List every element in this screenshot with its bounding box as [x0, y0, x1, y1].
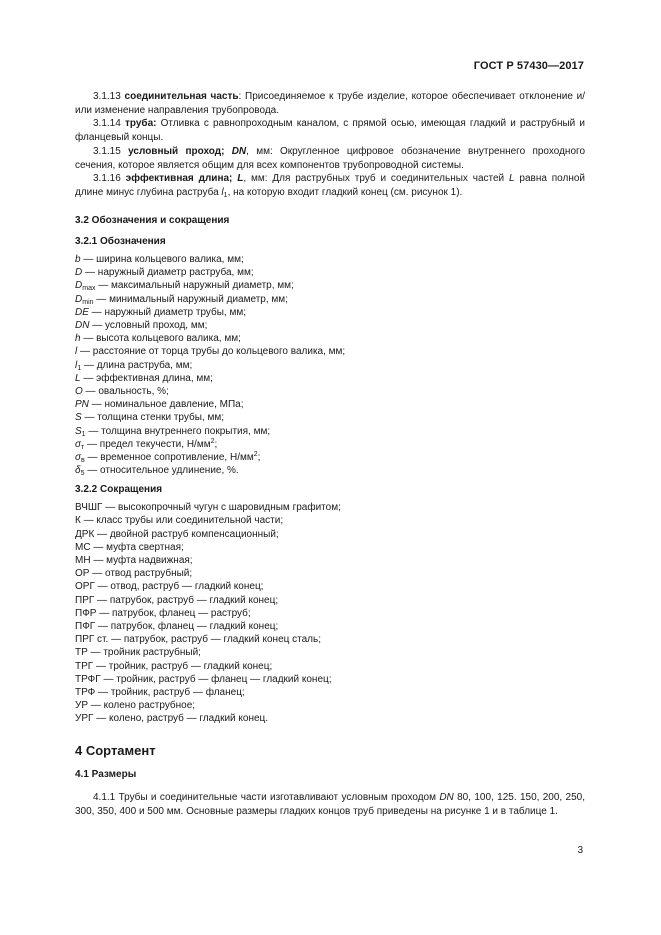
definition-number: 3.1.15 [93, 145, 121, 157]
symbol: σ [75, 438, 82, 450]
definition-text: Для раструбных труб и соединительных частей [272, 173, 509, 185]
symbol-list-item [75, 253, 585, 266]
abbreviation-list-item: УР — колено раструбное; [75, 700, 196, 712]
section-heading-3-2-2: 3.2.2 Сокращения [75, 484, 163, 496]
symbol-list-item [75, 266, 585, 279]
symbol-list-item [75, 332, 585, 345]
symbol-subscript: т [81, 443, 85, 451]
symbol-list-item [75, 319, 585, 332]
symbol: D [75, 267, 83, 279]
abbreviation-list-item: ПРГ ст. — патрубок, раструб — гладкий конец сталь; [75, 634, 322, 646]
symbol-description-tail: ; [214, 438, 218, 450]
symbol-description: — условный проход, мм; [89, 320, 208, 332]
abbreviation-list-item: МН — муфта надвижная; [75, 555, 193, 566]
symbol-subscript: 1 [81, 430, 86, 438]
symbol: DE [75, 306, 89, 318]
definition-separator: : [238, 91, 246, 102]
symbol-description: — предел текучести, Н/мм [84, 438, 211, 450]
symbol: δ [75, 465, 81, 477]
symbol-description: — высота кольцевого валика, мм; [80, 333, 241, 345]
unit-superscript: 2 [253, 451, 258, 459]
definition-term: соединительная часть [124, 91, 239, 102]
abbreviations-list [75, 501, 585, 725]
symbol: S [75, 425, 82, 437]
definition-3-1-13 [75, 90, 585, 117]
definition-text: Округленное цифровое обозначение внутреннего проходного сечения, которое является общим для всех компонентов трубопроводной системы. [75, 145, 586, 171]
symbol-subscript: min [82, 298, 94, 306]
abbreviation-list-item: ВЧШГ — высокопрочный чугун с шаровидным графитом; [75, 502, 341, 514]
abbreviation-list-item: ПФР — патрубок, фланец — раструб; [75, 607, 251, 619]
definition-number: 3.1.13 [93, 91, 121, 102]
symbol-list-item [75, 438, 585, 451]
definition-term-symbol: L [237, 173, 244, 185]
definition-3-1-15 [75, 145, 585, 172]
abbreviation-list-item: ПРГ — патрубок, раструб — гладкий конец; [75, 594, 279, 606]
symbol-L: L [508, 173, 515, 185]
symbol-description: — относительное удлинение, %. [84, 465, 239, 477]
definition-text: Присоединяемое к трубе изделие, которое обеспечивает отклонение и/или изменение направления трубопровода. [75, 91, 586, 116]
section-heading-3-2: 3.2 Обозначения и сокращения [75, 214, 230, 226]
symbol-description: — ширина кольцевого валика, мм; [80, 254, 244, 266]
symbol-list-item [75, 411, 585, 424]
definition-separator: , мм: [243, 173, 273, 185]
symbol: PN [75, 399, 89, 411]
symbol-list-item [75, 464, 585, 477]
symbol-list-item [75, 345, 585, 358]
abbreviation-list-item: ДРК — двойной раструб компенсационный; [75, 528, 279, 540]
page-content [75, 90, 585, 818]
symbol-description: — наружный диаметр раструба, мм; [82, 267, 254, 279]
definition-term: труба: [124, 118, 157, 130]
symbol-description: — расстояние от торца трубы до кольцевого валика, мм; [77, 346, 346, 358]
abbreviation-list-item: ПФГ — патрубок, фланец — гладкий конец; [75, 621, 279, 633]
symbol: l [75, 346, 78, 358]
symbol-description: — наружный диаметр трубы, мм; [88, 306, 247, 318]
symbol-DN: DN [439, 792, 454, 804]
symbol-list-item [75, 451, 585, 464]
symbol-subscript: 5 [80, 470, 85, 478]
definition-term-symbol: DN [231, 145, 247, 157]
symbol: h [75, 333, 81, 345]
unit-superscript: 2 [210, 437, 215, 445]
symbol-subscript: 1 [77, 364, 82, 372]
abbreviation-list-item: К — класс трубы или соединительной части; [75, 515, 284, 527]
symbol-description: — минимальный наружный диаметр, мм; [93, 293, 288, 305]
symbol: O [75, 386, 83, 398]
paragraph-text: 80, 100, 125. 150, 200, 250, 300, 350, 400 и 500 мм. Основные размеры гладких концов труб приведены на рисунке 1 и в таблице 1. [75, 792, 585, 817]
abbreviation-list-item: ОРГ — отвод, раструб — гладкий конец; [75, 581, 264, 593]
section-heading-4-1: 4.1 Размеры [75, 769, 137, 781]
definition-text: Отливка с равнопроходным каналом, с прямой осью, имеющая гладкий и раструбный и фланцевый концы. [75, 118, 586, 144]
definition-text: равна полной длине минус глубина раструба [75, 173, 586, 198]
abbreviation-list-item: УРГ — колено, раструб — гладкий конец. [75, 713, 269, 725]
definition-text: , на которую входит гладкий конец (см. рисунок 1). [227, 186, 463, 198]
abbreviation-list-item: МС — муфта свертная; [75, 541, 184, 553]
definition-number: 3.1.16 [93, 173, 121, 185]
symbol-l: l [221, 186, 224, 198]
symbol: b [75, 254, 81, 266]
symbols-list [75, 253, 585, 477]
definition-term: условный проход; [128, 145, 232, 157]
symbol-list-item [75, 306, 585, 319]
symbol-subscript: 1 [223, 191, 228, 199]
definition-number: 3.1.14 [93, 118, 121, 130]
paragraph-4-1-1 [75, 791, 585, 818]
page-number: 3 [577, 845, 583, 856]
abbreviation-list-item: ТРФГ — тройник, раструб — фланец — гладкий конец; [75, 673, 332, 685]
abbreviation-list-item: ТР — тройник раструбный; [75, 647, 201, 659]
section-heading-3-2-1: 3.2.1 Обозначения [75, 236, 166, 248]
symbol: L [75, 372, 81, 384]
symbol: σ [75, 452, 82, 464]
symbol: D [75, 293, 83, 305]
abbreviation-list-item: ОР — отвод раструбный; [75, 568, 193, 580]
symbol-subscript: в [81, 457, 85, 465]
symbol-description: — эффективная длина, мм; [80, 372, 213, 384]
symbol-description-tail: ; [257, 452, 261, 464]
definition-separator: , мм: [246, 145, 281, 157]
symbol-description: — номинальное давление, МПа; [88, 399, 244, 411]
symbol-list-item [75, 372, 585, 385]
symbol-description: — овальность, %; [82, 386, 169, 398]
symbol-list-item [75, 398, 585, 411]
section-heading-4: 4 Сортамент [75, 742, 156, 758]
symbol-description: — временное сопротивление, Н/мм [84, 452, 254, 464]
definition-3-1-14 [75, 117, 585, 144]
symbol-list-item [75, 425, 585, 438]
abbreviation-list-item: ТРФ — тройник, раструб — фланец; [75, 687, 245, 699]
paragraph-text: 4.1.1 Трубы и соединительные части изготавливают условным проходом [93, 792, 440, 804]
symbol-description: — максимальный наружный диаметр, мм; [95, 280, 294, 292]
symbol-subscript: max [82, 285, 96, 293]
definition-term: эффективная длина; [125, 173, 238, 185]
abbreviation-list-item: ТРГ — тройник, раструб — гладкий конец; [75, 660, 273, 672]
definition-3-1-16 [75, 172, 585, 199]
symbol-list-item [75, 279, 585, 292]
symbol-description: — толщина внутреннего покрытия, мм; [85, 425, 271, 437]
symbol: D [75, 280, 83, 292]
document-id-header: ГОСТ Р 57430—2017 [473, 60, 584, 72]
symbol-list-item [75, 293, 585, 306]
symbol-list-item [75, 385, 585, 398]
symbol: l [75, 359, 78, 371]
symbol: DN [75, 320, 90, 332]
symbol-description: — длина раструба, мм; [81, 359, 193, 371]
symbol: S [75, 412, 82, 424]
symbol-list-item [75, 359, 585, 372]
symbol-description: — толщина стенки трубы, мм; [81, 412, 224, 424]
